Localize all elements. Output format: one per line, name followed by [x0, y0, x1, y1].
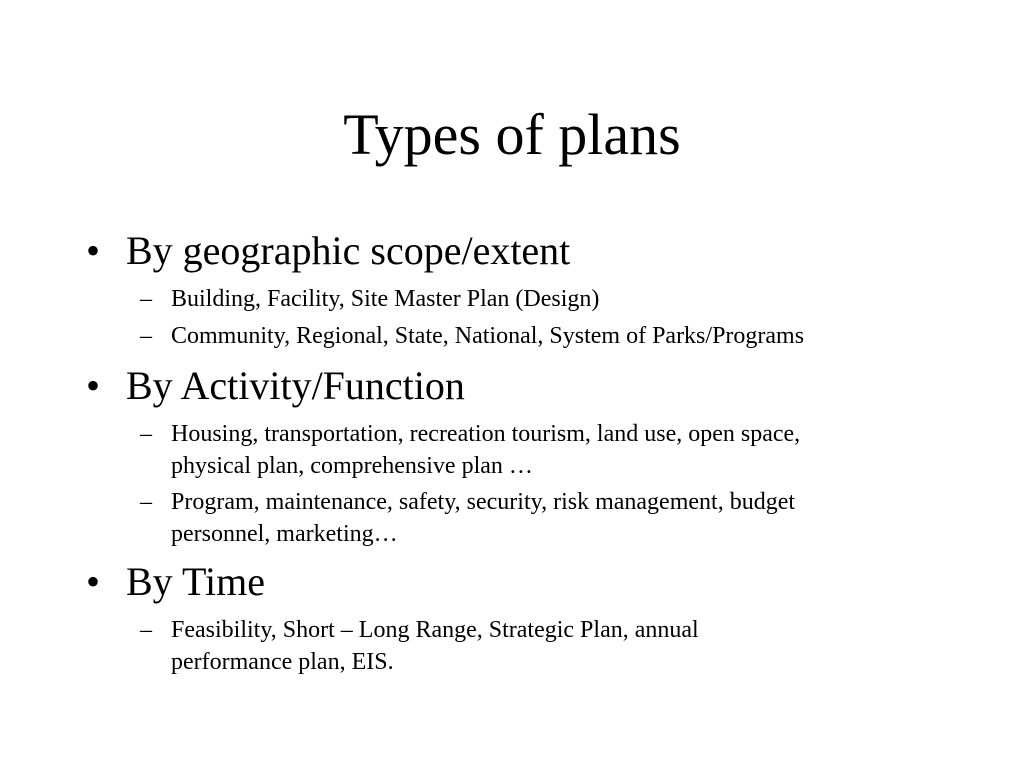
sub-bullet-text	[171, 283, 931, 315]
bullet-marker: •	[86, 363, 101, 408]
sub-bullet-line: performance plan, EIS.	[171, 649, 394, 675]
sub-bullet-line: physical plan, comprehensive plan …	[171, 453, 533, 479]
bullet-text: By Time	[126, 559, 265, 604]
sub-bullet-line: Building, Facility, Site Master Plan (Design)	[171, 286, 600, 312]
sub-bullet-text	[171, 320, 931, 352]
bullet-marker: •	[86, 228, 101, 273]
sub-bullet-line: Housing, transportation, recreation tourism, land use, open space,	[171, 421, 801, 447]
sub-bullet-line: Program, maintenance, safety, security, risk management, budget	[171, 489, 796, 515]
sub-bullet-line: Community, Regional, State, National, System of Parks/Programs	[171, 323, 805, 349]
sub-bullet-line: Feasibility, Short – Long Range, Strategic Plan, annual	[171, 617, 699, 643]
bullet-text: By Activity/Function	[126, 363, 465, 408]
bullet-marker: •	[86, 559, 101, 604]
sub-bullet-marker: –	[140, 421, 152, 447]
sub-bullet-text	[171, 614, 931, 678]
sub-bullet-line: personnel, marketing…	[171, 521, 398, 547]
sub-bullet-text	[171, 418, 931, 482]
slide-title: Types of plans	[343, 102, 681, 167]
sub-bullet-marker: –	[140, 286, 152, 312]
sub-bullet-marker: –	[140, 489, 152, 515]
sub-bullet-text	[171, 486, 931, 550]
bullet-text: By geographic scope/extent	[126, 228, 571, 273]
sub-bullet-marker: –	[140, 617, 152, 643]
sub-bullet-marker: –	[140, 323, 152, 349]
